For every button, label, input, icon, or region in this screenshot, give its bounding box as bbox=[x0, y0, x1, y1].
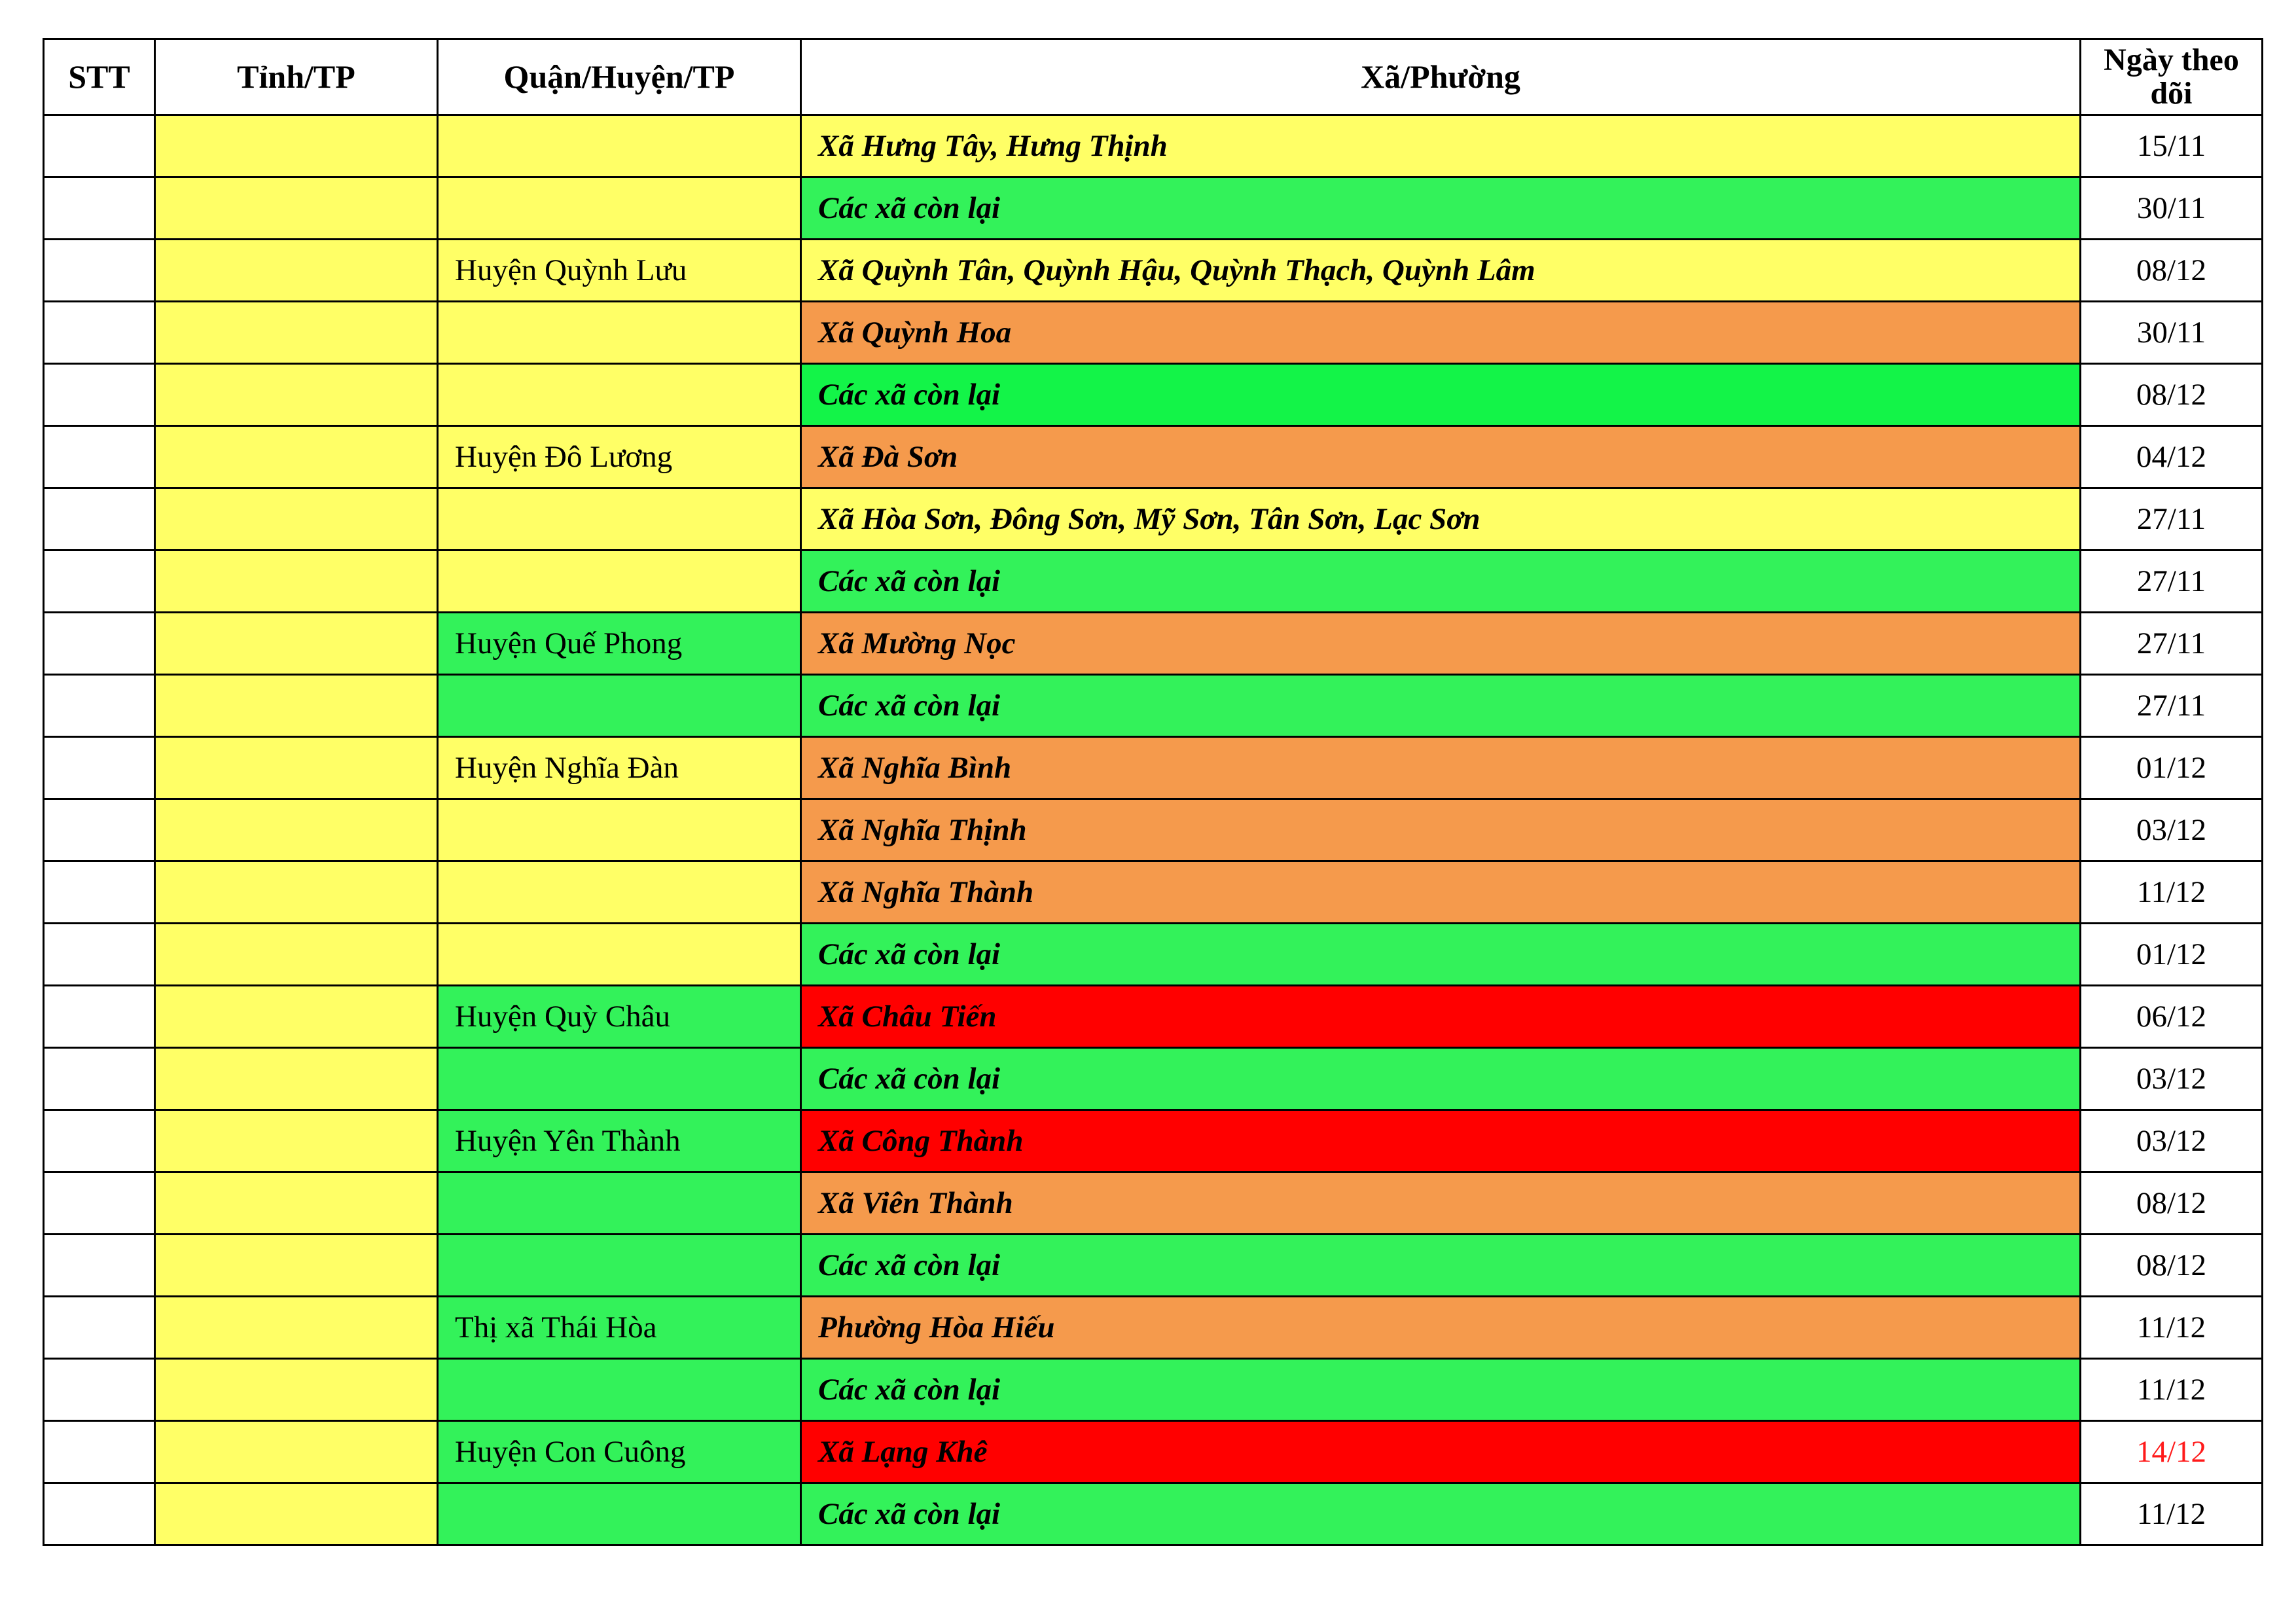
ward-cell: Xã Quỳnh Hoa bbox=[801, 302, 2081, 364]
header-row bbox=[44, 39, 2263, 115]
stt-cell bbox=[44, 115, 155, 177]
table-row bbox=[44, 115, 2263, 177]
date-cell: 08/12 bbox=[2081, 1235, 2263, 1297]
table-row bbox=[44, 1235, 2263, 1297]
date-cell: 04/12 bbox=[2081, 426, 2263, 488]
province-cell bbox=[155, 737, 438, 799]
stt-cell bbox=[44, 177, 155, 240]
date-cell: 27/11 bbox=[2081, 613, 2263, 675]
province-cell bbox=[155, 861, 438, 924]
ward-cell: Các xã còn lại bbox=[801, 1359, 2081, 1421]
province-cell bbox=[155, 488, 438, 550]
province-cell bbox=[155, 302, 438, 364]
stt-cell bbox=[44, 364, 155, 426]
district-cell bbox=[438, 1359, 801, 1421]
district-cell bbox=[438, 550, 801, 613]
district-cell bbox=[438, 1172, 801, 1235]
stt-cell bbox=[44, 1172, 155, 1235]
district-cell bbox=[438, 1483, 801, 1545]
date-cell: 15/11 bbox=[2081, 115, 2263, 177]
ward-cell: Các xã còn lại bbox=[801, 364, 2081, 426]
province-cell bbox=[155, 1483, 438, 1545]
province-cell bbox=[155, 1359, 438, 1421]
table-row bbox=[44, 1172, 2263, 1235]
ward-cell: Xã Công Thành bbox=[801, 1110, 2081, 1172]
table-row bbox=[44, 613, 2263, 675]
province-cell bbox=[155, 1421, 438, 1483]
ward-cell: Xã Lạng Khê bbox=[801, 1421, 2081, 1483]
date-cell: 11/12 bbox=[2081, 1359, 2263, 1421]
ward-cell: Các xã còn lại bbox=[801, 675, 2081, 737]
date-cell: 03/12 bbox=[2081, 1110, 2263, 1172]
header-province: Tỉnh/TP bbox=[155, 39, 438, 115]
province-cell bbox=[155, 1297, 438, 1359]
province-cell bbox=[155, 426, 438, 488]
table-row bbox=[44, 1483, 2263, 1545]
table-row bbox=[44, 426, 2263, 488]
ward-cell: Các xã còn lại bbox=[801, 1048, 2081, 1110]
ward-cell: Xã Đà Sơn bbox=[801, 426, 2081, 488]
stt-cell bbox=[44, 1421, 155, 1483]
date-cell: 01/12 bbox=[2081, 737, 2263, 799]
date-cell: 11/12 bbox=[2081, 1483, 2263, 1545]
table-row bbox=[44, 986, 2263, 1048]
date-cell: 03/12 bbox=[2081, 799, 2263, 861]
district-cell bbox=[438, 675, 801, 737]
stt-cell bbox=[44, 737, 155, 799]
table-row bbox=[44, 1048, 2263, 1110]
district-cell bbox=[438, 924, 801, 986]
table-row bbox=[44, 1359, 2263, 1421]
stt-cell bbox=[44, 861, 155, 924]
district-cell bbox=[438, 364, 801, 426]
district-cell: Huyện Quỳnh Lưu bbox=[438, 240, 801, 302]
district-cell bbox=[438, 861, 801, 924]
table-row bbox=[44, 488, 2263, 550]
district-cell bbox=[438, 302, 801, 364]
table-row bbox=[44, 1421, 2263, 1483]
date-cell: 27/11 bbox=[2081, 675, 2263, 737]
district-cell bbox=[438, 488, 801, 550]
stt-cell bbox=[44, 488, 155, 550]
district-cell: Huyện Đô Lương bbox=[438, 426, 801, 488]
date-cell: 11/12 bbox=[2081, 1297, 2263, 1359]
province-cell bbox=[155, 364, 438, 426]
table-row bbox=[44, 240, 2263, 302]
table-row bbox=[44, 550, 2263, 613]
province-cell bbox=[155, 1110, 438, 1172]
stt-cell bbox=[44, 550, 155, 613]
province-cell bbox=[155, 1048, 438, 1110]
ward-cell: Các xã còn lại bbox=[801, 924, 2081, 986]
date-cell: 08/12 bbox=[2081, 1172, 2263, 1235]
table-row bbox=[44, 924, 2263, 986]
district-cell: Thị xã Thái Hòa bbox=[438, 1297, 801, 1359]
header-ward: Xã/Phường bbox=[801, 39, 2081, 115]
district-cell: Huyện Quỳ Châu bbox=[438, 986, 801, 1048]
header-district: Quận/Huyện/TP bbox=[438, 39, 801, 115]
date-cell: 30/11 bbox=[2081, 302, 2263, 364]
ward-cell: Xã Hòa Sơn, Đông Sơn, Mỹ Sơn, Tân Sơn, Lạc Sơn bbox=[801, 488, 2081, 550]
date-cell: 27/11 bbox=[2081, 488, 2263, 550]
province-cell bbox=[155, 924, 438, 986]
date-cell: 03/12 bbox=[2081, 1048, 2263, 1110]
district-cell bbox=[438, 1235, 801, 1297]
province-cell bbox=[155, 1172, 438, 1235]
ward-cell: Xã Viên Thành bbox=[801, 1172, 2081, 1235]
table-row bbox=[44, 861, 2263, 924]
date-cell: 01/12 bbox=[2081, 924, 2263, 986]
province-cell bbox=[155, 1235, 438, 1297]
district-cell bbox=[438, 177, 801, 240]
district-cell bbox=[438, 799, 801, 861]
province-cell bbox=[155, 177, 438, 240]
district-cell: Huyện Yên Thành bbox=[438, 1110, 801, 1172]
district-cell: Huyện Quế Phong bbox=[438, 613, 801, 675]
ward-cell: Xã Châu Tiến bbox=[801, 986, 2081, 1048]
table-row bbox=[44, 675, 2263, 737]
stt-cell bbox=[44, 1235, 155, 1297]
stt-cell bbox=[44, 1110, 155, 1172]
header-stt: STT bbox=[44, 39, 155, 115]
ward-cell: Các xã còn lại bbox=[801, 1483, 2081, 1545]
province-cell bbox=[155, 115, 438, 177]
ward-cell: Phường Hòa Hiếu bbox=[801, 1297, 2081, 1359]
stt-cell bbox=[44, 1483, 155, 1545]
table-row bbox=[44, 1110, 2263, 1172]
ward-cell: Xã Nghĩa Thịnh bbox=[801, 799, 2081, 861]
date-cell: 06/12 bbox=[2081, 986, 2263, 1048]
table-row bbox=[44, 364, 2263, 426]
table-row bbox=[44, 737, 2263, 799]
table-body bbox=[44, 115, 2263, 1545]
ward-cell: Xã Quỳnh Tân, Quỳnh Hậu, Quỳnh Thạch, Quỳnh Lâm bbox=[801, 240, 2081, 302]
date-cell: 11/12 bbox=[2081, 861, 2263, 924]
stt-cell bbox=[44, 1359, 155, 1421]
ward-cell: Xã Nghĩa Bình bbox=[801, 737, 2081, 799]
table-row bbox=[44, 799, 2263, 861]
table-row bbox=[44, 1297, 2263, 1359]
ward-cell: Xã Mường Nọc bbox=[801, 613, 2081, 675]
district-cell: Huyện Nghĩa Đàn bbox=[438, 737, 801, 799]
stt-cell bbox=[44, 986, 155, 1048]
date-cell: 08/12 bbox=[2081, 364, 2263, 426]
stt-cell bbox=[44, 426, 155, 488]
province-cell bbox=[155, 675, 438, 737]
ward-cell: Xã Hưng Tây, Hưng Thịnh bbox=[801, 115, 2081, 177]
date-cell: 14/12 bbox=[2081, 1421, 2263, 1483]
stt-cell bbox=[44, 1297, 155, 1359]
province-cell bbox=[155, 986, 438, 1048]
ward-cell: Các xã còn lại bbox=[801, 550, 2081, 613]
ward-cell: Xã Nghĩa Thành bbox=[801, 861, 2081, 924]
monitoring-table bbox=[43, 38, 2263, 1546]
header-date: Ngày theo dõi bbox=[2081, 39, 2263, 115]
date-cell: 30/11 bbox=[2081, 177, 2263, 240]
table-row bbox=[44, 177, 2263, 240]
stt-cell bbox=[44, 240, 155, 302]
district-cell: Huyện Con Cuông bbox=[438, 1421, 801, 1483]
stt-cell bbox=[44, 613, 155, 675]
province-cell bbox=[155, 613, 438, 675]
ward-cell: Các xã còn lại bbox=[801, 1235, 2081, 1297]
table-row bbox=[44, 302, 2263, 364]
stt-cell bbox=[44, 302, 155, 364]
stt-cell bbox=[44, 924, 155, 986]
province-cell bbox=[155, 550, 438, 613]
stt-cell bbox=[44, 1048, 155, 1110]
province-cell bbox=[155, 240, 438, 302]
date-cell: 27/11 bbox=[2081, 550, 2263, 613]
stt-cell bbox=[44, 675, 155, 737]
district-cell bbox=[438, 115, 801, 177]
province-cell bbox=[155, 799, 438, 861]
ward-cell: Các xã còn lại bbox=[801, 177, 2081, 240]
table-header bbox=[44, 39, 2263, 115]
district-cell bbox=[438, 1048, 801, 1110]
stt-cell bbox=[44, 799, 155, 861]
date-cell: 08/12 bbox=[2081, 240, 2263, 302]
